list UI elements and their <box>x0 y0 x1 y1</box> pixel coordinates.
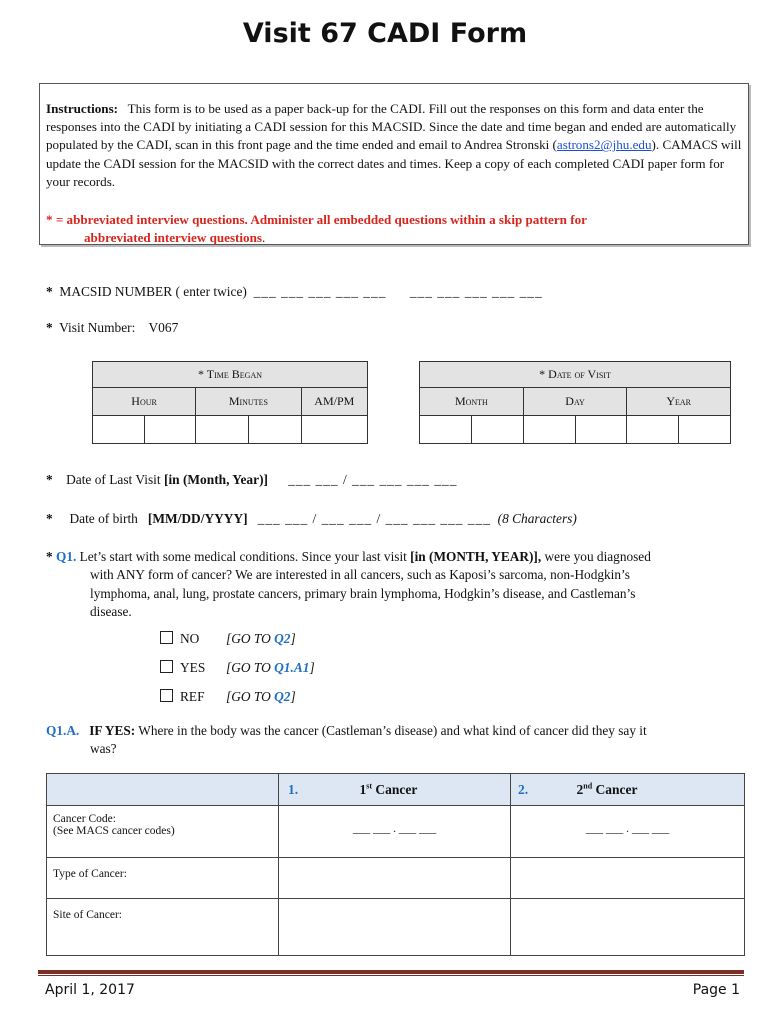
checkbox-ref[interactable] <box>160 689 173 702</box>
cancer1-site-field[interactable] <box>279 899 511 956</box>
page-title: Visit 67 CADI Form <box>242 18 528 49</box>
dob-label: Date of birth <box>69 511 138 526</box>
macsid-blank-1[interactable]: ___ ___ ___ ___ ___ <box>253 284 387 299</box>
type-of-cancer-label: Type of Cancer: <box>47 858 279 899</box>
cancer-table <box>46 773 745 956</box>
cancer-code-label: Cancer Code: (See MACS cancer codes) <box>47 806 279 858</box>
goto-q1a1-link[interactable]: Q1.A1 <box>274 660 310 675</box>
second-cancer-header: 2. 2nd Cancer <box>511 774 745 806</box>
hour-col: Hour <box>93 388 196 416</box>
month-col: Month <box>420 388 524 416</box>
goto-q2-link[interactable]: Q2 <box>274 631 291 646</box>
year-cell-1[interactable] <box>627 416 679 444</box>
visit-number-label: Visit Number: <box>59 320 136 335</box>
day-col: Day <box>523 388 627 416</box>
cancer1-type-field[interactable] <box>279 858 511 899</box>
last-visit-blank[interactable]: ___ ___ / ___ ___ ___ ___ <box>288 472 458 487</box>
time-began-table <box>92 361 368 444</box>
footer-rule <box>38 970 744 974</box>
ampm-cell[interactable] <box>301 416 367 444</box>
q1-option-yes[interactable]: YES [GO TO Q1.A1] <box>160 660 205 676</box>
last-visit-label: Date of Last Visit <box>66 472 161 487</box>
email-link[interactable]: astrons2@jhu.edu <box>556 137 652 153</box>
macsid-row: * MACSID NUMBER ( enter twice) ___ ___ ___ ___ ___ ___ ___ ___ ___ ___ <box>46 284 543 299</box>
cancer2-code-field[interactable]: ___ ___ . ___ ___ <box>511 806 745 858</box>
macsid-label: MACSID NUMBER ( enter twice) <box>59 284 247 299</box>
question-q1a: Q1.A. IF YES: Where in the body was the cancer (Castleman’s disease) and what kind of cancer did they say it was? <box>46 723 647 756</box>
cancer2-site-field[interactable] <box>511 899 745 956</box>
checkbox-yes[interactable] <box>160 660 173 673</box>
minutes-cell-1[interactable] <box>196 416 249 444</box>
footer-page: Page 1 <box>692 982 740 998</box>
month-cell-1[interactable] <box>420 416 472 444</box>
year-cell-2[interactable] <box>679 416 731 444</box>
dob-row: * Date of birth [MM/DD/YYYY] ___ ___ / ___ ___ / ___ ___ ___ ___ (8 Characters) <box>46 511 577 526</box>
time-began-header: * Time Began <box>93 362 368 388</box>
day-cell-1[interactable] <box>523 416 575 444</box>
goto-q2-link-ref[interactable]: Q2 <box>274 689 291 704</box>
date-of-visit-table <box>419 361 731 444</box>
last-visit-row: * Date of Last Visit [in (Month, Year)] ___ ___ / ___ ___ ___ ___ <box>46 472 458 487</box>
ampm-col: AM/PM <box>301 388 367 416</box>
footer-date: April 1, 2017 <box>45 982 135 998</box>
year-col: Year <box>627 388 731 416</box>
footer-rule-thin <box>38 975 744 976</box>
dob-blank[interactable]: ___ ___ / ___ ___ / ___ ___ ___ ___ <box>257 511 491 526</box>
first-cancer-header: 1. 1st Cancer <box>279 774 511 806</box>
instructions-text: Instructions: This form is to be used as a paper back-up for the CADI. Fill out the responses on this form and data enter the responses into the CADI by initiating a CADI session for this MACSID. Since the date and time began and ended are automatically populated by the CADI, scan in this front page and the time ended and email to Andrea Stronski (astrons2@jhu.edu). CAMACS will update the CADI session for the MACSID with the correct dates and times. Keep a copy of each completed CADI paper form for your records. <box>46 101 742 189</box>
dob-note: (8 Characters) <box>497 511 577 526</box>
date-of-visit-header: * Date of Visit <box>420 362 731 388</box>
visit-number-value: V067 <box>148 320 179 335</box>
site-of-cancer-label: Site of Cancer: <box>47 899 279 956</box>
cancer1-code-field[interactable]: ___ ___ . ___ ___ <box>279 806 511 858</box>
visit-number-row: * Visit Number: V067 <box>46 320 179 335</box>
hour-cell-2[interactable] <box>144 416 196 444</box>
checkbox-no[interactable] <box>160 631 173 644</box>
q1-option-ref[interactable]: REF [GO TO Q2] <box>160 689 205 705</box>
minutes-cell-2[interactable] <box>248 416 301 444</box>
day-cell-2[interactable] <box>575 416 627 444</box>
q1-option-no[interactable]: NO [GO TO Q2] <box>160 631 199 647</box>
hour-cell-1[interactable] <box>93 416 145 444</box>
abbreviated-note: * = abbreviated interview questions. Administer all embedded questions within a skip pattern for abbreviated interview questions. <box>46 212 587 245</box>
question-q1: * Q1. Let’s start with some medical conditions. Since your last visit [in (MONTH, YEAR)], were you diagnosed with ANY form of cancer? We are interested in all cancers, such as Kaposi’s sarcoma, non-Hodgkin’s lymphoma, anal, lung, prostate cancers, primary brain lymphoma, Hodgkin’s disease, and Castleman’s disease. <box>46 549 651 619</box>
macsid-blank-2[interactable]: ___ ___ ___ ___ ___ <box>409 284 543 299</box>
q1-number: Q1. <box>55 549 77 564</box>
q1a-number: Q1.A. <box>46 723 80 738</box>
minutes-col: Minutes <box>196 388 301 416</box>
month-cell-2[interactable] <box>471 416 523 444</box>
cancer2-type-field[interactable] <box>511 858 745 899</box>
instructions-label: Instructions: <box>46 101 119 116</box>
